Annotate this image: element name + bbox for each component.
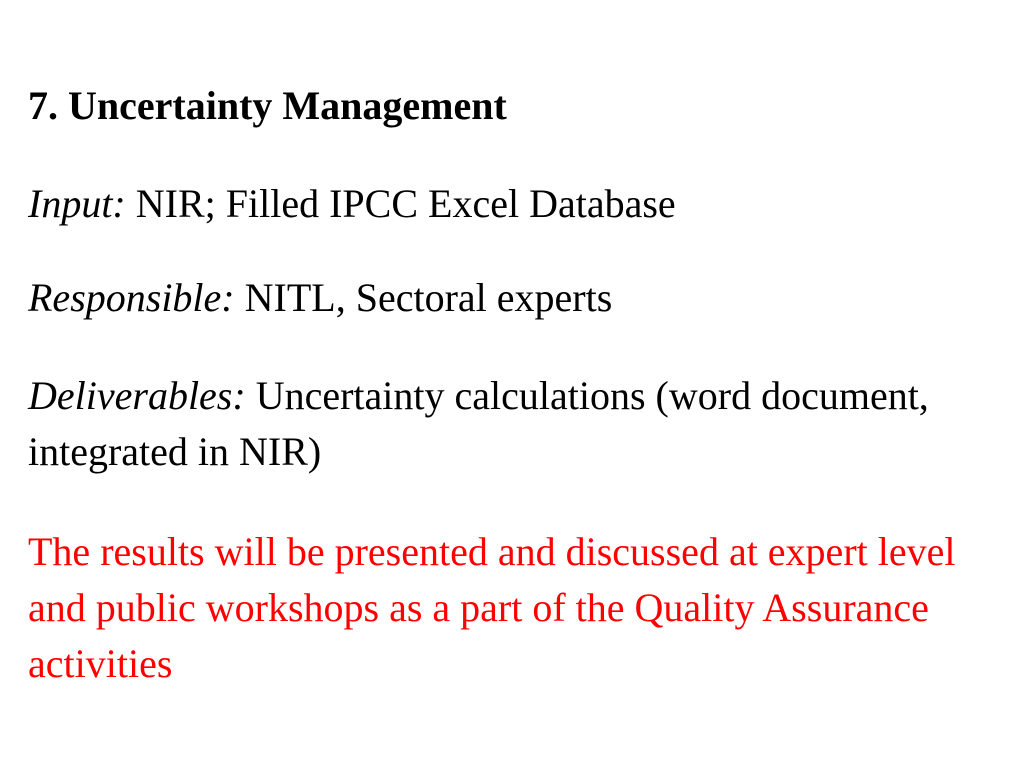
- deliverables-line: [28, 368, 988, 480]
- slide-title: 7. Uncertainty Management: [28, 83, 507, 128]
- responsible-label: Responsible:: [28, 275, 235, 320]
- quality-assurance-note: The results will be presented and discussed at expert level and public workshops as a part of the Quality Assurance activities: [28, 529, 956, 686]
- input-line: [28, 176, 676, 232]
- input-value: NIR; Filled IPCC Excel Database: [135, 181, 676, 226]
- responsible-line: [28, 270, 612, 326]
- responsible-value: NITL, Sectoral experts: [244, 275, 613, 320]
- input-label: Input:: [28, 181, 126, 226]
- deliverables-label: Deliverables:: [28, 373, 246, 418]
- deliverables-value: Uncertainty calculations (word document, integrated in NIR): [28, 373, 929, 474]
